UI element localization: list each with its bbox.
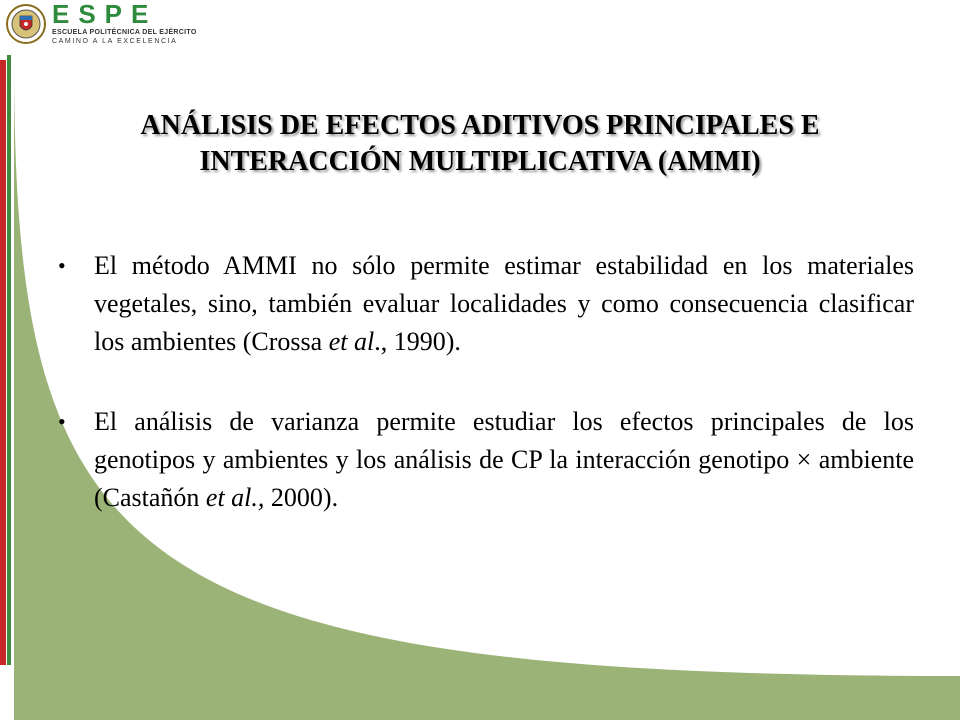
brand-tagline: CAMINO A LA EXCELENCIA — [52, 38, 178, 45]
title-line-1: ANÁLISIS DE EFECTOS ADITIVOS PRINCIPALES E — [140, 110, 820, 141]
bullet-citation-italic: et al., — [205, 483, 265, 512]
bullet-marker: • — [58, 253, 66, 278]
bullet-text: El método AMMI no sólo permite estimar estabilidad en los materiales vegetales, sino, también evaluar localidades y como consecuencia clasificar los ambientes (Crossa — [94, 251, 914, 356]
bullet-list — [58, 247, 914, 559]
brand-text — [52, 2, 197, 46]
bullet-marker: • — [58, 409, 66, 434]
bullet-text-end: ., 1990). — [374, 327, 461, 356]
bullet-citation-italic: et al — [328, 327, 375, 356]
green-stripe — [7, 55, 11, 665]
bullet-item — [58, 403, 914, 517]
bullet-text: El análisis de varianza permite estudiar los efectos principales de los genotipos y ambientes y los análisis de CP la interacción genotipo × ambiente (Castañón — [94, 407, 914, 512]
bullet-text-end: 2000). — [264, 483, 339, 512]
seal-icon — [6, 4, 46, 44]
logo — [6, 2, 197, 46]
slide-title — [60, 108, 900, 180]
bullet-item — [58, 247, 914, 361]
red-stripe — [0, 60, 6, 665]
brand-name: ESPE — [52, 0, 158, 29]
title-line-2: INTERACCIÓN MULTIPLICATIVA (AMMI) — [199, 146, 761, 177]
brand-subtitle: ESCUELA POLITÉCNICA DEL EJÉRCITO — [52, 29, 197, 36]
